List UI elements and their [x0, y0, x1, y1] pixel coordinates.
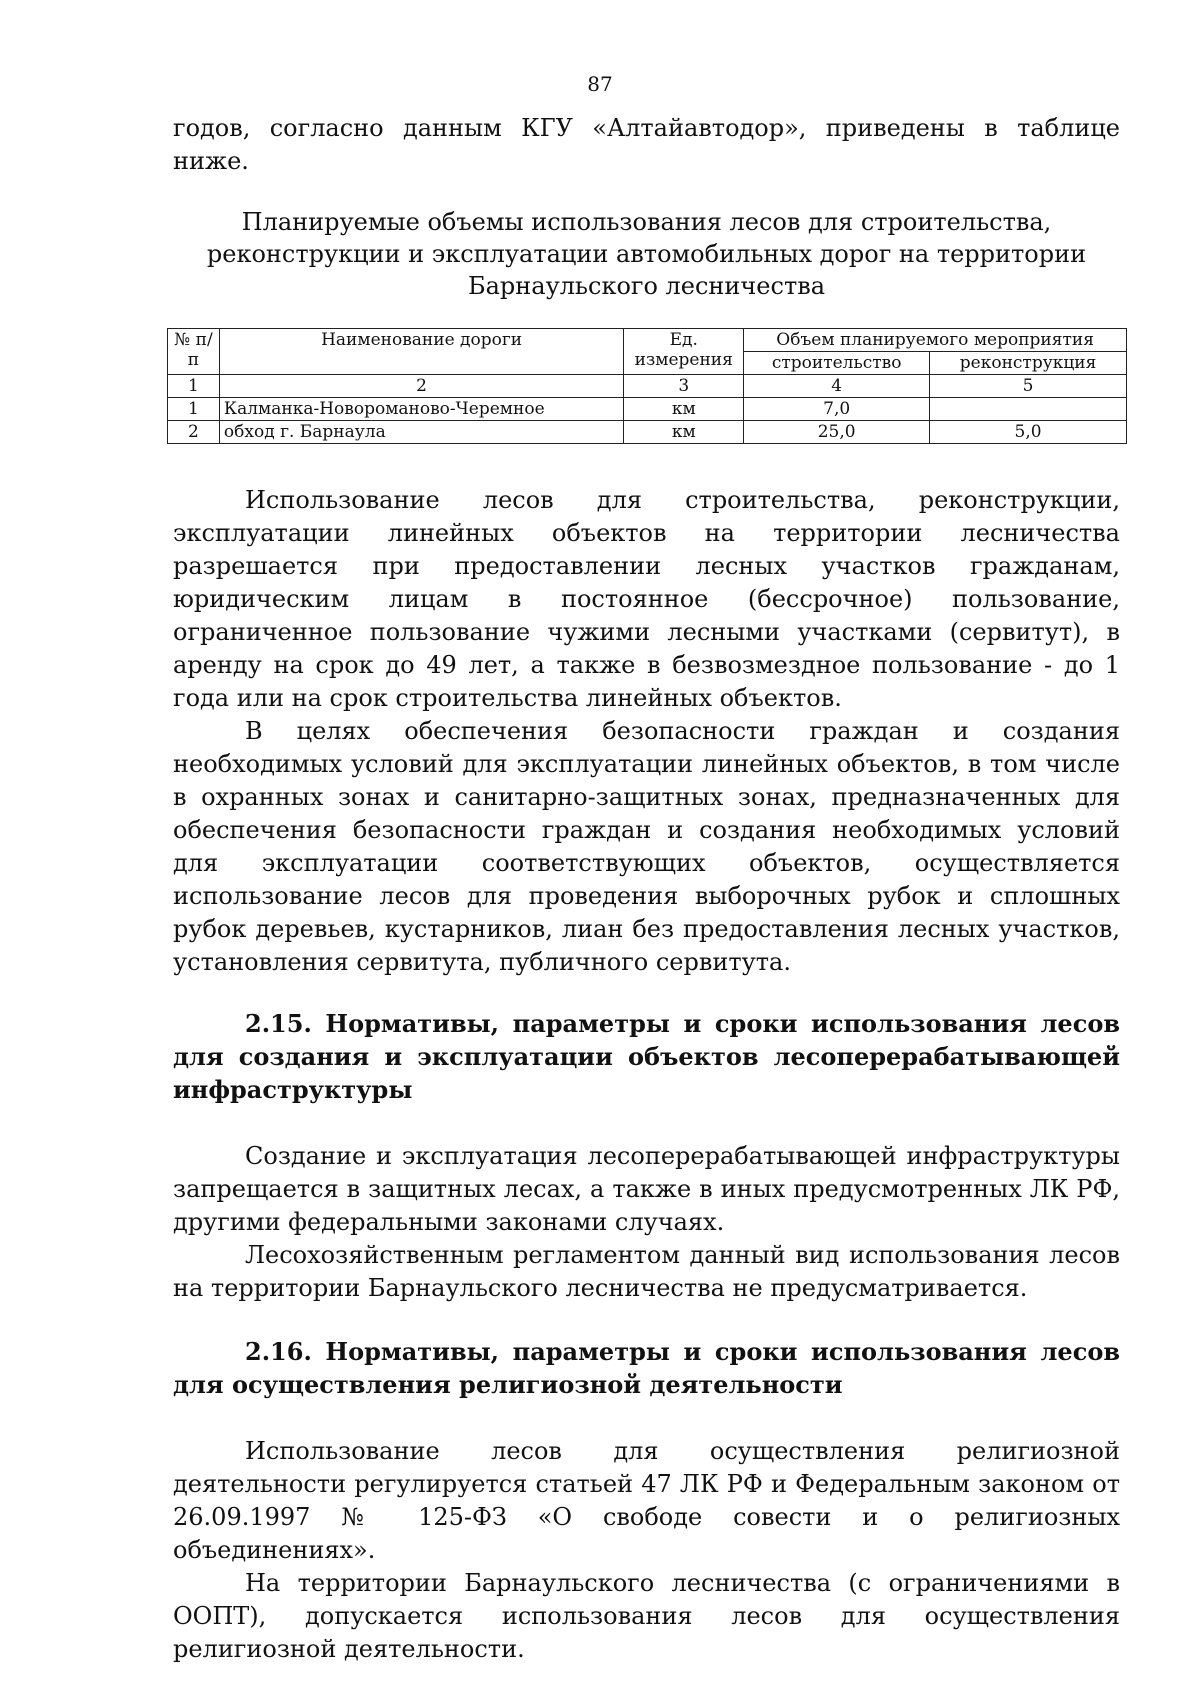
section-heading-2-16: 2.16. Нормативы, параметры и сроки использования лесов для осуществления религиозной деятельности [173, 1337, 1120, 1399]
cell-reconstruction: 5,0 [930, 421, 1127, 444]
table-header-row [168, 329, 1127, 352]
col-number: 1 [168, 375, 220, 398]
col-number: 5 [930, 375, 1127, 398]
paragraph-religious-allowed: На территории Барнаульского лесничества (с ограничениями в ООПТ), допускается использования лесов для осуществления религиозной деятельности. [173, 1569, 1120, 1663]
cell-unit: км [624, 398, 744, 421]
cell-construction: 25,0 [744, 421, 930, 444]
header-num: № п/п [168, 329, 220, 375]
table-row [168, 421, 1127, 444]
cell-unit: км [624, 421, 744, 444]
paragraph-wood-processing: Создание и эксплуатация лесоперерабатывающей инфраструктуры запрещается в защитных лесах, а также в иных предусмотренных ЛК РФ, другими федеральными законами случаях. [173, 1142, 1120, 1236]
cell-reconstruction [930, 398, 1127, 421]
cell-num: 2 [168, 421, 220, 444]
header-unit: Ед. измерения [624, 329, 744, 375]
cell-name: обход г. Барнаула [219, 421, 623, 444]
roads-table [167, 328, 1127, 444]
table-caption [173, 206, 1120, 302]
cell-num: 1 [168, 398, 220, 421]
paragraph-not-provided: Лесохозяйственным регламентом данный вид использования лесов на территории Барнаульского лесничества не предусматривается. [173, 1241, 1120, 1302]
col-number: 3 [624, 375, 744, 398]
col-number: 2 [219, 375, 623, 398]
header-reconstruction: реконструкция [930, 352, 1127, 375]
header-volume: Объем планируемого мероприятия [744, 329, 1127, 352]
cell-name: Калманка-Новороманово-Черемное [219, 398, 623, 421]
header-name: Наименование дороги [219, 329, 623, 375]
section-heading-2-15: 2.15. Нормативы, параметры и сроки использования лесов для создания и эксплуатации объектов лесоперерабатывающей инфраструктуры [173, 1009, 1120, 1104]
paragraph-safety: В целях обеспечения безопасности граждан и создания необходимых условий для эксплуатации линейных объектов, в том числе в охранных зонах и санитарно-защитных зонах, предназначенных для обеспечения безопасности граждан и создания необходимых условий для эксплуатации соответствующих объектов, осуществляется использование лесов для проведения выборочных рубок и сплошных рубок деревьев, кустарников, лиан без предоставления лесных участков, установления сервитута, публичного сервитута. [173, 717, 1120, 976]
table-row [168, 398, 1127, 421]
table-caption-line: Планируемые объемы использования лесов для строительства, [241, 208, 1052, 236]
paragraph-linear-objects: Использование лесов для строительства, реконструкции, эксплуатации линейных объектов на территории лесничества разрешается при предоставлении лесных участков гражданам, юридическим лицам в постоянное (бессрочное) пользование, ограниченное пользование чужими лесными участками (сервитут), в аренду на срок до 49 лет, а также в безвозмездное пользование - до 1 года или на срок строительства линейных объектов. [173, 486, 1120, 712]
table-column-numbers-row [168, 375, 1127, 398]
cell-construction: 7,0 [744, 398, 930, 421]
paragraph-religious-law: Использование лесов для осуществления религиозной деятельности регулируется статьей 47 ЛК РФ и Федеральным законом от 26.09.1997 № 125-ФЗ «О свободе совести и о религиозных объединениях». [173, 1437, 1120, 1564]
table-caption-line: реконструкции и эксплуатации автомобильных дорог на территории [206, 240, 1087, 268]
header-construction: строительство [744, 352, 930, 375]
table-caption-line: Барнаульского лесничества [467, 272, 826, 300]
page-number: 87 [587, 72, 613, 96]
col-number: 4 [744, 375, 930, 398]
intro-line: годов, согласно данным КГУ «Алтайавтодор», приведены в таблице ниже. [173, 114, 1120, 175]
document-body [173, 112, 1120, 1666]
